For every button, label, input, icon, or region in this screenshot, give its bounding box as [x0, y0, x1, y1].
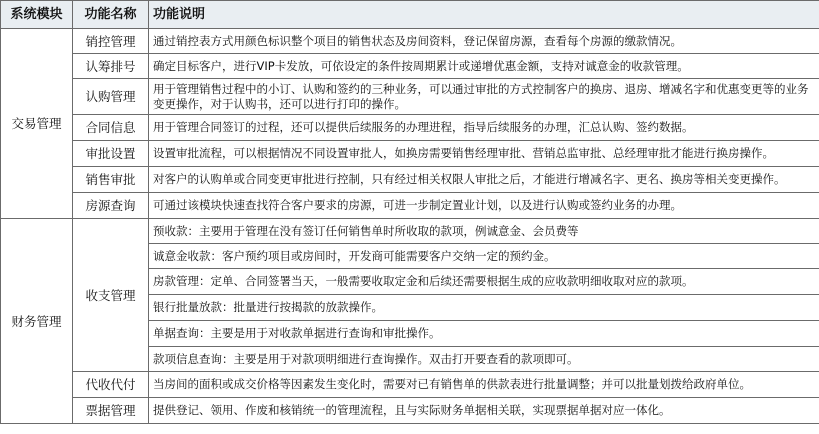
- function-desc-cell: 确定目标客户，进行VIP卡发放，可依设定的条件按周期累计或递增优惠金额，支持对诚意金的收款管理。: [149, 54, 819, 79]
- header-module: 系统模块: [1, 1, 73, 29]
- function-desc-cell: 用于管理销售过程中的小订、认购和签约的三种业务，可以通过审批的方式控制客户的换房、退房、增减名字和优惠变更等的业务变更操作，对于认购书，还可以进行打印的操作。: [149, 79, 819, 115]
- header-function-name: 功能名称: [73, 1, 149, 29]
- module-cell: 财务管理: [1, 219, 73, 424]
- function-desc-item: 诚意金收款：客户预约项目或房间时，开发商可能需要客户交纳一定的预约金。: [149, 244, 819, 269]
- table-row: [1, 79, 819, 115]
- table-row: [1, 398, 819, 424]
- table-row: [1, 219, 819, 244]
- table-row: [1, 372, 819, 398]
- function-desc-item: 款项信息查询：主要是用于对款项明细进行查询操作。双击打开要查看的款项即可。: [149, 347, 819, 372]
- function-desc-cell: 可通过该模块快速查找符合客户要求的房源，可进一步制定置业计划，以及进行认购或签约业务的办理。: [149, 193, 819, 219]
- function-desc-cell: 设置审批流程，可以根据情况不同设置审批人，如换房需要销售经理审批、营销总监审批、总经理审批才能进行换房操作。: [149, 141, 819, 167]
- function-desc-cell: 用于管理合同签订的过程，还可以提供后续服务的办理进程，指导后续服务的办理，汇总认购、签约数据。: [149, 115, 819, 141]
- function-name-cell: 房源查询: [73, 193, 149, 219]
- function-name-cell: 合同信息: [73, 115, 149, 141]
- function-desc-item: 预收款：主要用于管理在没有签订任何销售单时所收取的款项，例诚意金、会员费等: [149, 219, 819, 244]
- table-row: [1, 167, 819, 193]
- function-desc-item: 银行批量放款：批量进行按揭款的放款操作。: [149, 295, 819, 321]
- table-row: [1, 54, 819, 79]
- function-name-cell: 认筹排号: [73, 54, 149, 79]
- table-row: [1, 115, 819, 141]
- function-desc-cell: 通过销控表方式用颜色标识整个项目的销售状态及房间资料，登记保留房源，查看每个房源的缴款情况。: [149, 29, 819, 54]
- header-row: [1, 1, 819, 29]
- function-desc-cell: 对客户的认购单或合同变更审批进行控制，只有经过相关权限人审批之后，才能进行增减名字、更名、换房等相关变更操作。: [149, 167, 819, 193]
- function-desc-cell: 当房间的面积或成交价格等因素发生变化时，需要对已有销售单的供款表进行批量调整；并可以批量划拨给政府单位。: [149, 372, 819, 398]
- function-name-cell: 销控管理: [73, 29, 149, 54]
- function-name-cell: 票据管理: [73, 398, 149, 424]
- table-row: [1, 193, 819, 219]
- header-function-desc: 功能说明: [149, 1, 819, 29]
- function-name-cell: 认购管理: [73, 79, 149, 115]
- table-row: [1, 29, 819, 54]
- function-name-cell: 销售审批: [73, 167, 149, 193]
- function-name-cell: 代收代付: [73, 372, 149, 398]
- function-desc-item: 房款管理：定单、合同签署当天，一般需要收取定金和后续还需要根据生成的应收款明细收取对应的款项。: [149, 269, 819, 295]
- function-name-cell: 审批设置: [73, 141, 149, 167]
- function-name-cell: 收支管理: [73, 219, 149, 372]
- function-desc-cell: 提供登记、领用、作废和核销统一的管理流程，且与实际财务单据相关联，实现票据单据对应一体化。: [149, 398, 819, 424]
- module-cell: 交易管理: [1, 29, 73, 219]
- table-row: [1, 141, 819, 167]
- function-desc-item: 单据查询：主要是用于对收款单据进行查询和审批操作。: [149, 321, 819, 347]
